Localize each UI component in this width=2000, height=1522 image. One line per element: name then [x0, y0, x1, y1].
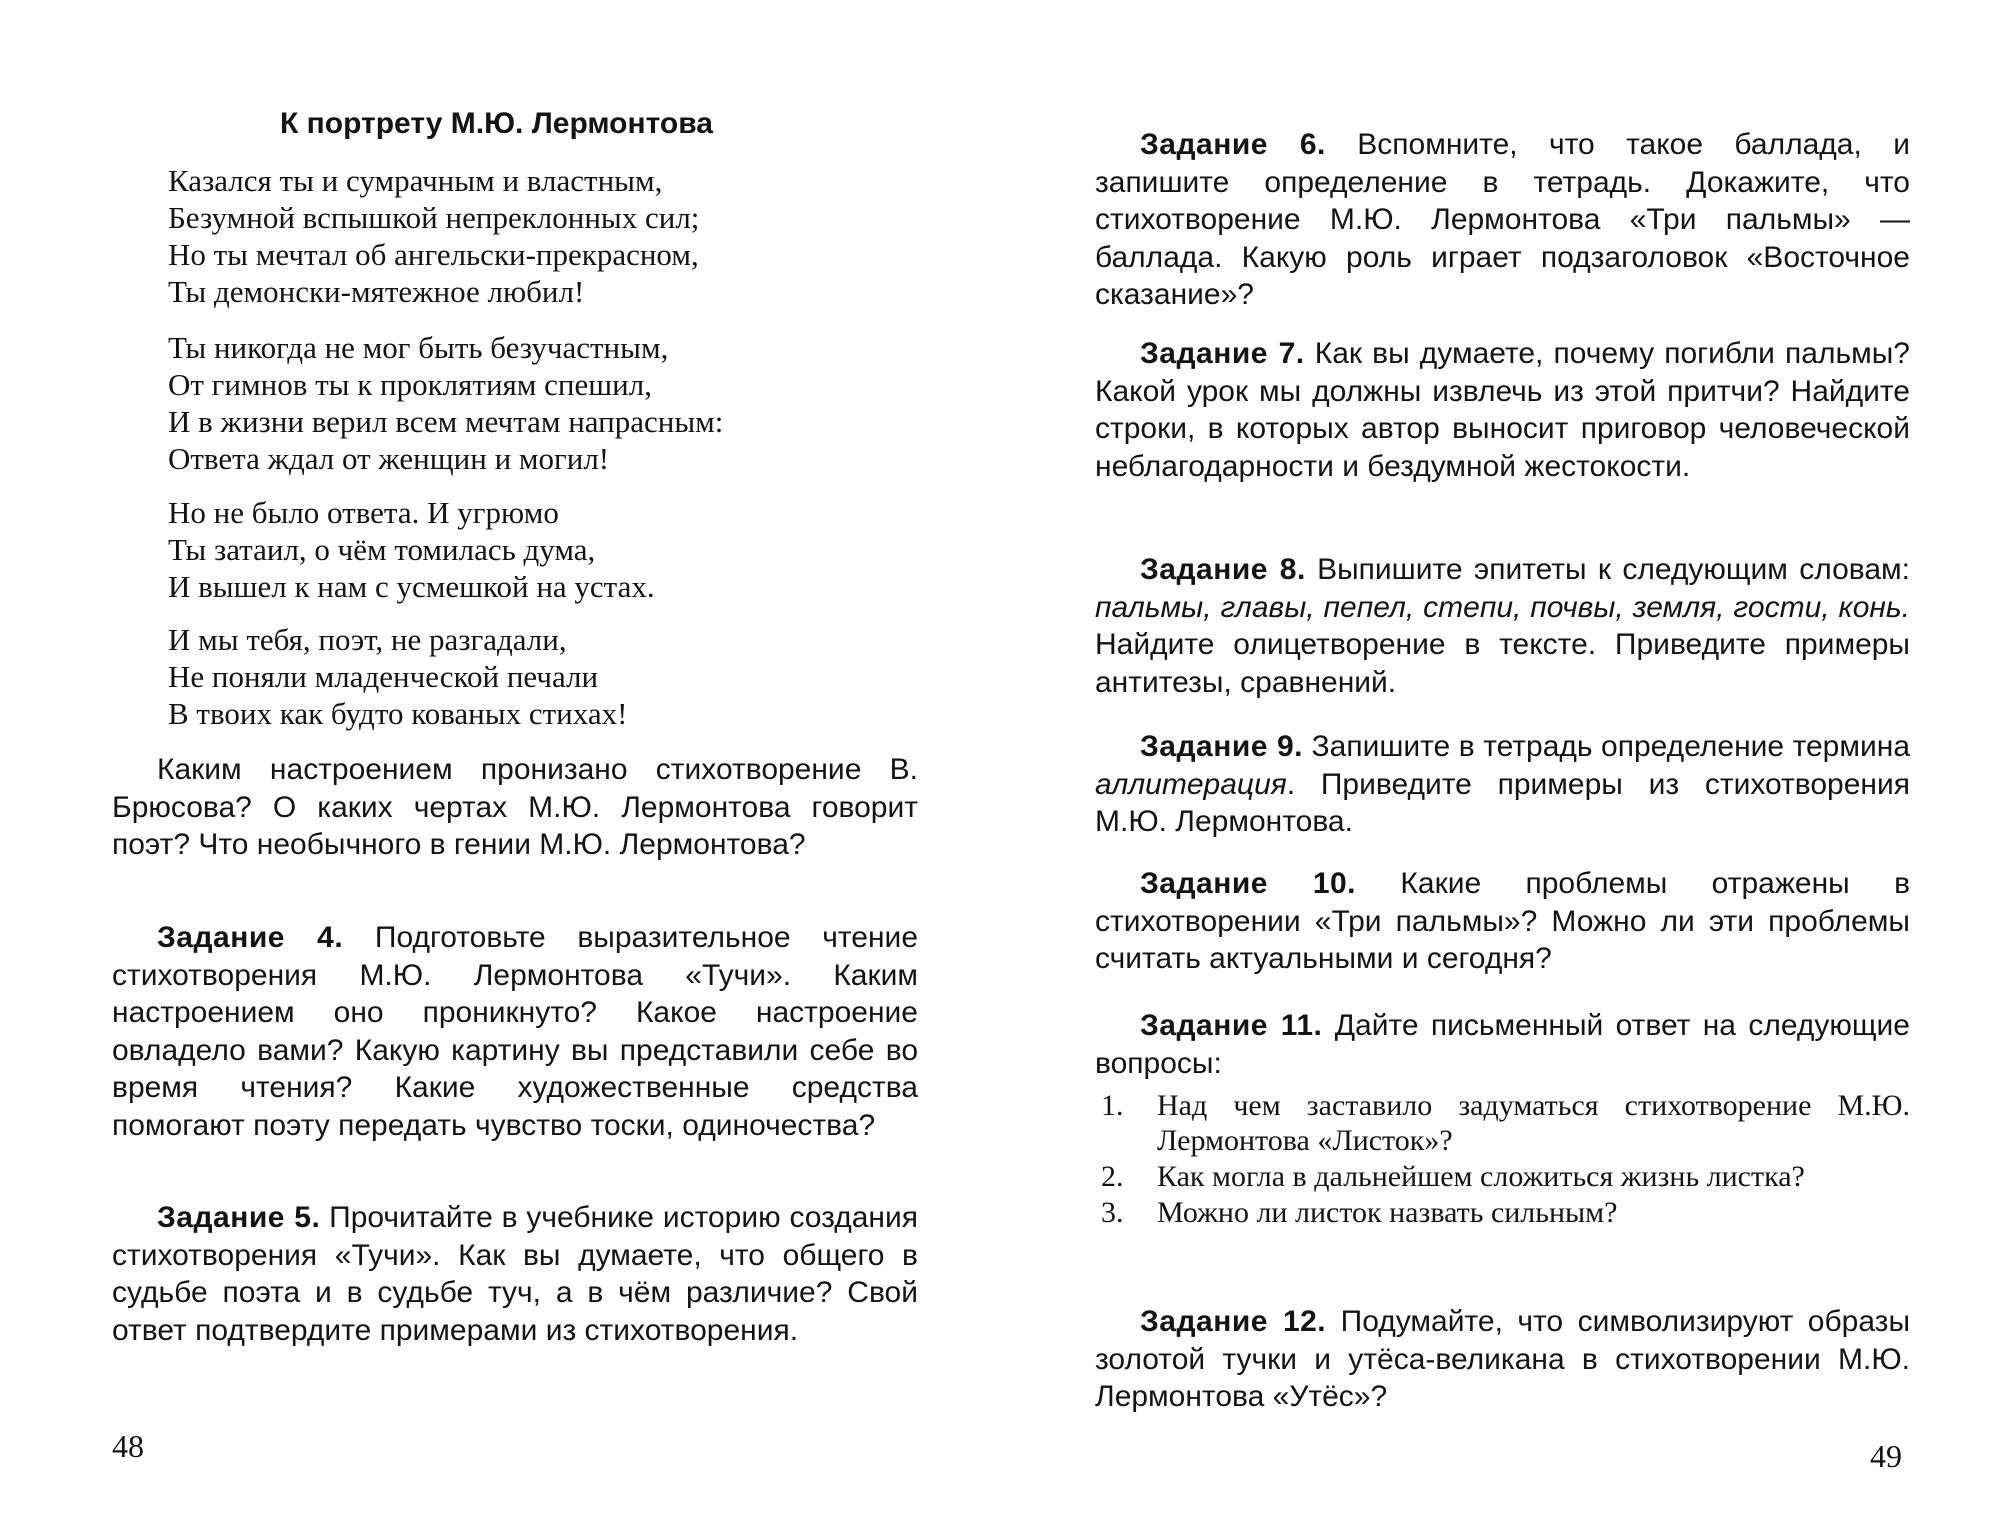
poem-stanza-3: Но не было ответа. И угрюмо Ты затаил, о чём томилась дума, И вышел к нам с усмешкой на устах. [168, 495, 655, 604]
task-8-text-after: Найдите олицетворение в тексте. Приведите примеры антитезы, сравнений. [1095, 628, 1910, 699]
task-9-italic-word: аллитерация [1095, 767, 1287, 801]
task-7-label: Задание 7. [1140, 337, 1305, 370]
task-6-text: Вспомните, что такое баллада, и запишите определение в тетрадь. Докажите, что стихотворение М.Ю. Лермонтова «Три пальмы» — баллада. Какую роль играет подзаголовок «Восточное сказание»? [1095, 128, 1910, 311]
list-item [1095, 1195, 1910, 1230]
task-5-label: Задание 5. [157, 1201, 321, 1234]
task-11-text: Дайте письменный ответ на следующие вопросы: [1095, 1009, 1910, 1080]
task-8-label: Задание 8. [1140, 553, 1306, 586]
task-12-text: Подумайте, что символизируют образы золотой тучки и утёса-великана в стихотворении М.Ю. Лермонтова «Утёс»? [1095, 1305, 1911, 1413]
task-10-text: Какие проблемы отражены в стихотворении «Три пальмы»? Можно ли эти проблемы считать актуальными и сегодня? [1095, 867, 1911, 975]
list-item-number: 2. [1101, 1160, 1124, 1193]
task-11-question-list [1095, 1088, 1910, 1231]
task-9-text-after: . Приведите примеры из стихотворения М.Ю. Лермонтова. [1095, 767, 1910, 838]
list-item-text: Как могла в дальнейшем сложиться жизнь листка? [1157, 1160, 1805, 1193]
task-7-text: Как вы думаете, почему погибли пальмы? Какой урок мы должны извлечь из этой притчи? Найдите строки, в которых автор выносит приговор человеческой неблагодарности и бездумной жестокости. [1095, 337, 1910, 483]
task-11-label: Задание 11. [1140, 1009, 1323, 1042]
list-item [1095, 1159, 1910, 1194]
task-6-label: Задание 6. [1140, 128, 1326, 161]
task-9 [1095, 728, 1910, 841]
poem-title: К портрету М.Ю. Лермонтова [280, 107, 713, 140]
task-8 [1095, 551, 1910, 701]
poem-stanza-2: Ты никогда не мог быть безучастным, От гимнов ты к проклятиям спешил, И в жизни верил всем мечтам напрасным: Ответа ждал от женщин и могил! [168, 330, 724, 476]
poem-stanza-1: Казался ты и сумрачным и властным, Безумной вспышкой непреклонных сил; Но ты мечтал об ангельски-прекрасном, Ты демонски-мятежное любил! [168, 163, 700, 309]
task-8-text-before: Выпишите эпитеты к следующим словам: [1317, 553, 1910, 586]
page-number: 49 [1870, 1438, 1902, 1474]
task-8-italic-words: пальмы, главы, пепел, степи, почвы, земля, гости, конь. [1095, 590, 1910, 624]
task-5-text: Прочитайте в учебнике историю создания стихотворения «Тучи». Как вы думаете, что общего в судьбе поэта и в судьбе туч, а в чём различие? Свой ответ подтвердите примерами из стихотворения. [112, 1201, 918, 1347]
task-4-text: Подготовьте выразительное чтение стихотворения М.Ю. Лермонтова «Тучи». Каким настроением оно проникнуто? Какое настроение овладело вами? Какую картину вы представили себе во время чтения? Какие художественные средства помогают поэту передать чувство тоски, одиночества? [112, 921, 918, 1142]
task-12-label: Задание 12. [1140, 1305, 1327, 1338]
question-paragraph: Каким настроением пронизано стихотворение В. Брюсова? О каких чертах М.Ю. Лермонтова говорит поэт? Что необычного в гении М.Ю. Лермонтова? [112, 753, 918, 861]
task-10-label: Задание 10. [1140, 867, 1357, 900]
list-item [1095, 1088, 1910, 1158]
task-4 [112, 919, 918, 1144]
task-4-label: Задание 4. [157, 921, 344, 954]
poem-stanza-4: И мы тебя, поэт, не разгадали, Не поняли младенческой печали В твоих как будто кованых стихах! [168, 622, 628, 731]
task-10 [1095, 865, 1910, 978]
task-6 [1095, 126, 1910, 314]
task-5 [112, 1199, 918, 1349]
task-11 [1095, 1007, 1910, 1082]
task-9-label: Задание 9. [1140, 730, 1303, 763]
task-12 [1095, 1303, 1910, 1416]
list-item-number: 1. [1101, 1089, 1124, 1122]
task-9-text-before: Запишите в тетрадь определение термина [1311, 730, 1910, 763]
list-item-text: Над чем заставило задуматься стихотворение М.Ю. Лермонтова «Листок»? [1157, 1089, 1910, 1157]
list-item-number: 3. [1101, 1196, 1124, 1229]
page-number: 48 [112, 1428, 144, 1464]
task-7 [1095, 335, 1910, 485]
right-page [1000, 0, 2000, 1522]
list-item-text: Можно ли листок назвать сильным? [1157, 1196, 1618, 1229]
